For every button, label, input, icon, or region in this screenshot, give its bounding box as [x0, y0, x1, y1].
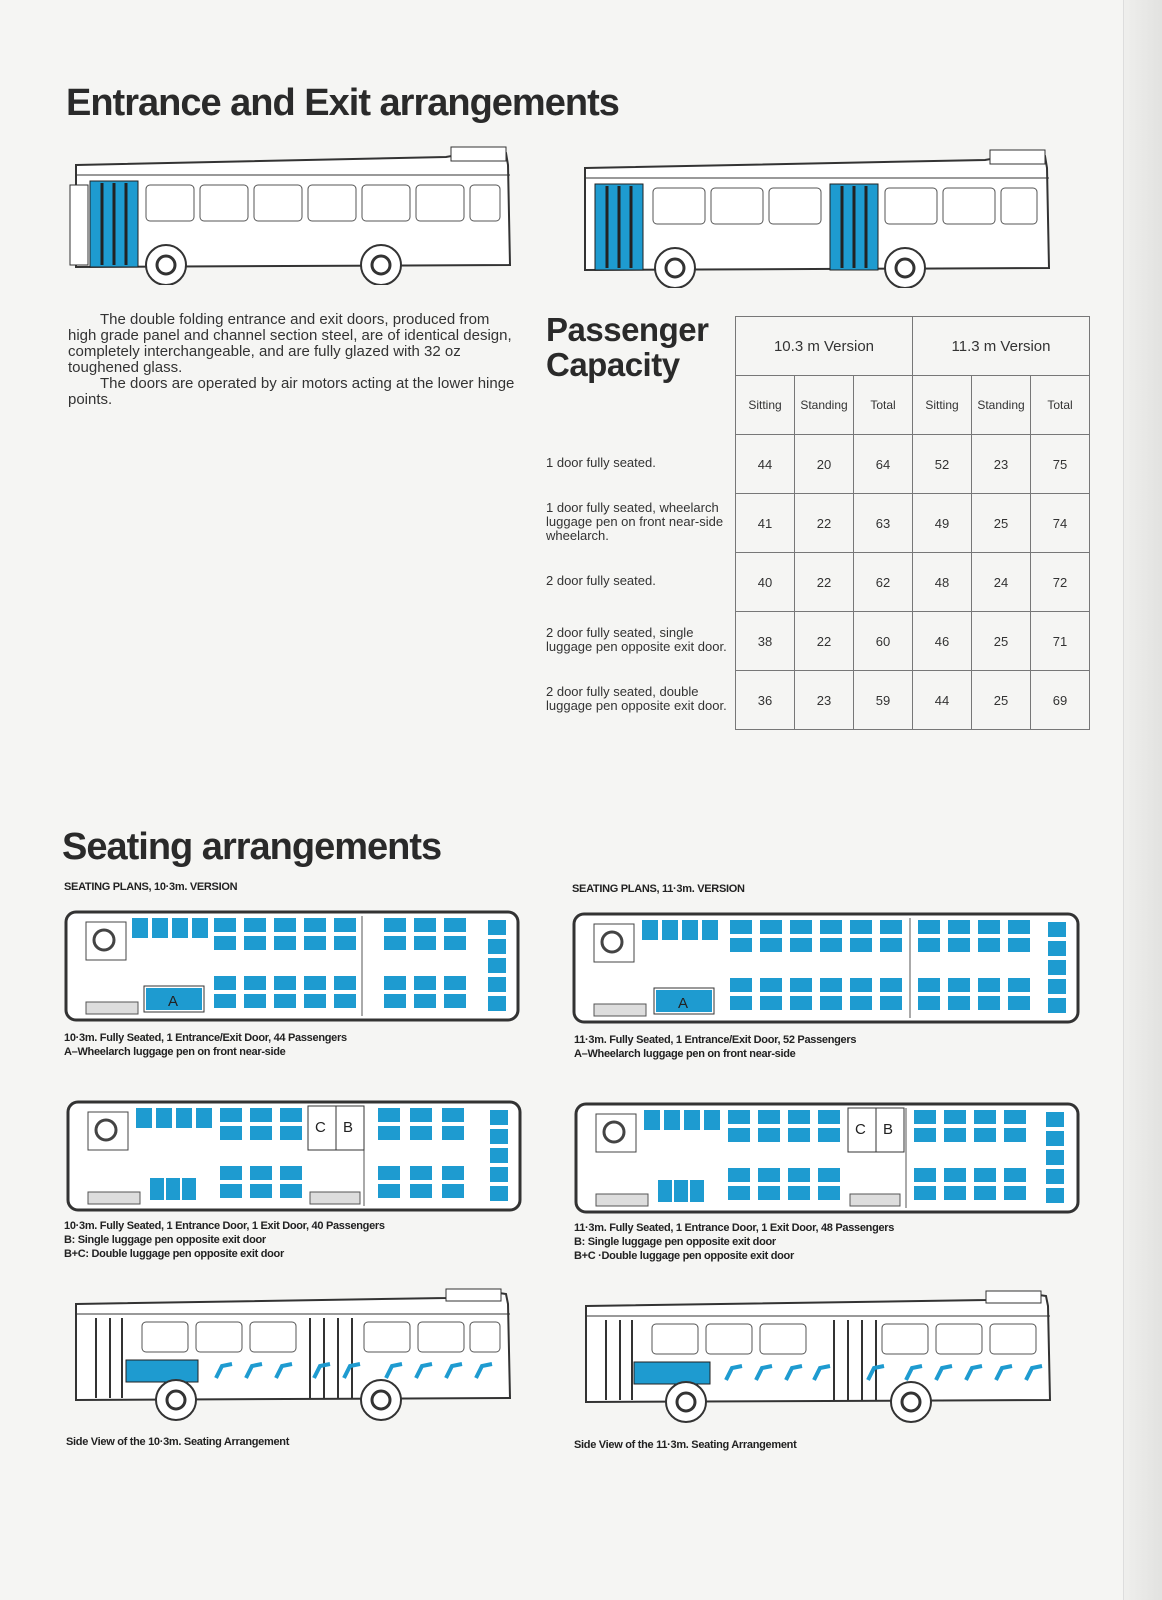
- table-cell: 25: [972, 494, 1031, 553]
- passenger-capacity-table: [735, 316, 1090, 730]
- sub-header: Total: [1031, 376, 1090, 435]
- version-header-row: [736, 317, 1090, 376]
- caption-note: B: Single luggage pen opposite exit door: [64, 1234, 266, 1246]
- table-cell: 75: [1031, 435, 1090, 494]
- table-row: [736, 435, 1090, 494]
- caption-title: 11·3m. Fully Seated, 1 Entrance Door, 1 Exit Door, 48 Passengers: [574, 1222, 895, 1234]
- doors-paragraph-1: The double folding entrance and exit doors, produced from high grade panel and channel section steel, are of identical design, completely interchangeable, and are fully glazed with 32 oz toughened glass.: [68, 311, 512, 376]
- doors-description: [68, 312, 518, 408]
- bus-one-door-illustration: [66, 145, 516, 285]
- table-cell: 63: [854, 494, 913, 553]
- table-cell: 20: [795, 435, 854, 494]
- capacity-row-label: 1 door fully seated.: [546, 455, 656, 470]
- table-row: [736, 553, 1090, 612]
- table-cell: 74: [1031, 494, 1090, 553]
- table-cell: 38: [736, 612, 795, 671]
- table-cell: 49: [913, 494, 972, 553]
- caption-title: 10·3m. Fully Seated, 1 Entrance/Exit Door, 44 Passengers: [64, 1032, 347, 1044]
- table-cell: 64: [854, 435, 913, 494]
- caption-title: 10·3m. Fully Seated, 1 Entrance Door, 1 Exit Door, 40 Passengers: [64, 1220, 385, 1232]
- marker-a: A: [678, 995, 689, 1012]
- caption-note: A–Wheelarch luggage pen on front near-side: [574, 1048, 796, 1060]
- bus-two-door-illustration: [575, 148, 1055, 288]
- table-row: [736, 671, 1090, 730]
- sub-header: Standing: [795, 376, 854, 435]
- table-cell: 23: [972, 435, 1031, 494]
- sub-header: Standing: [972, 376, 1031, 435]
- table-cell: 62: [854, 553, 913, 612]
- table-cell: 48: [913, 553, 972, 612]
- sub-header-row: [736, 376, 1090, 435]
- table-cell: 25: [972, 671, 1031, 730]
- caption-note: B: Single luggage pen opposite exit door: [574, 1236, 776, 1248]
- floor-plan-11-3-one-door: [572, 912, 1080, 1024]
- table-cell: 22: [795, 553, 854, 612]
- table-cell: 60: [854, 612, 913, 671]
- version-11-3-header: 11.3 m Version: [913, 317, 1090, 376]
- plan-11-3-two-door-caption: [574, 1221, 894, 1263]
- table-cell: 44: [913, 671, 972, 730]
- floor-plan-10-3-two-door: [66, 1100, 522, 1212]
- table-cell: 22: [795, 612, 854, 671]
- version-10-3-header: 10.3 m Version: [736, 317, 913, 376]
- table-cell: 22: [795, 494, 854, 553]
- entrance-heading: Entrance and Exit arrangements: [66, 82, 619, 124]
- plans-10-3-heading: SEATING PLANS, 10·3m. VERSION: [64, 881, 238, 893]
- table-cell: 36: [736, 671, 795, 730]
- table-cell: 40: [736, 553, 795, 612]
- table-cell: 69: [1031, 671, 1090, 730]
- sub-header: Sitting: [736, 376, 795, 435]
- marker-b: B: [883, 1121, 894, 1138]
- page-edge: [1123, 0, 1162, 1600]
- caption-note: A–Wheelarch luggage pen on front near-side: [64, 1046, 286, 1058]
- table-cell: 59: [854, 671, 913, 730]
- marker-a: A: [168, 993, 179, 1010]
- caption-note: B+C: Double luggage pen opposite exit door: [64, 1248, 284, 1260]
- capacity-row-label: 2 door fully seated, double luggage pen opposite exit door.: [546, 684, 727, 713]
- side-view-10-3: [66, 1288, 522, 1428]
- table-cell: 44: [736, 435, 795, 494]
- plan-10-3-one-door-caption: [64, 1031, 347, 1059]
- doors-paragraph-2: The doors are operated by air motors acting at the lower hinge points.: [68, 375, 515, 408]
- table-cell: 25: [972, 612, 1031, 671]
- table-cell: 52: [913, 435, 972, 494]
- passenger-capacity-title: [546, 312, 708, 382]
- caption-title: 11·3m. Fully Seated, 1 Entrance/Exit Door, 52 Passengers: [574, 1034, 857, 1046]
- table-row: [736, 494, 1090, 553]
- caption-note: B+C ·Double luggage pen opposite exit door: [574, 1250, 794, 1262]
- side-view-10-3-caption: Side View of the 10·3m. Seating Arrangement: [66, 1436, 290, 1448]
- table-cell: 46: [913, 612, 972, 671]
- table-cell: 23: [795, 671, 854, 730]
- marker-c: C: [855, 1121, 866, 1138]
- marker-b: B: [343, 1119, 354, 1136]
- seating-heading: Seating arrangements: [62, 826, 442, 868]
- floor-plan-11-3-two-door: [574, 1102, 1080, 1214]
- marker-c: C: [315, 1119, 326, 1136]
- table-cell: 72: [1031, 553, 1090, 612]
- plans-11-3-heading: SEATING PLANS, 11·3m. VERSION: [572, 883, 745, 895]
- plan-11-3-one-door-caption: [574, 1033, 856, 1061]
- floor-plan-10-3-one-door: [64, 910, 520, 1022]
- capacity-title-line-1: Passenger: [546, 311, 709, 348]
- sub-header: Total: [854, 376, 913, 435]
- side-view-11-3-caption: Side View of the 11·3m. Seating Arrangement: [574, 1439, 797, 1451]
- capacity-title-line-2: Capacity: [546, 346, 680, 383]
- table-cell: 24: [972, 553, 1031, 612]
- table-cell: 71: [1031, 612, 1090, 671]
- table-row: [736, 612, 1090, 671]
- capacity-row-label: 2 door fully seated.: [546, 573, 656, 588]
- plan-10-3-two-door-caption: [64, 1219, 385, 1261]
- capacity-row-label: 2 door fully seated, single luggage pen opposite exit door.: [546, 625, 727, 654]
- side-view-11-3: [576, 1290, 1062, 1430]
- table-cell: 41: [736, 494, 795, 553]
- sub-header: Sitting: [913, 376, 972, 435]
- capacity-row-label: 1 door fully seated, wheelarch luggage pen on front near-side wheelarch.: [546, 500, 724, 543]
